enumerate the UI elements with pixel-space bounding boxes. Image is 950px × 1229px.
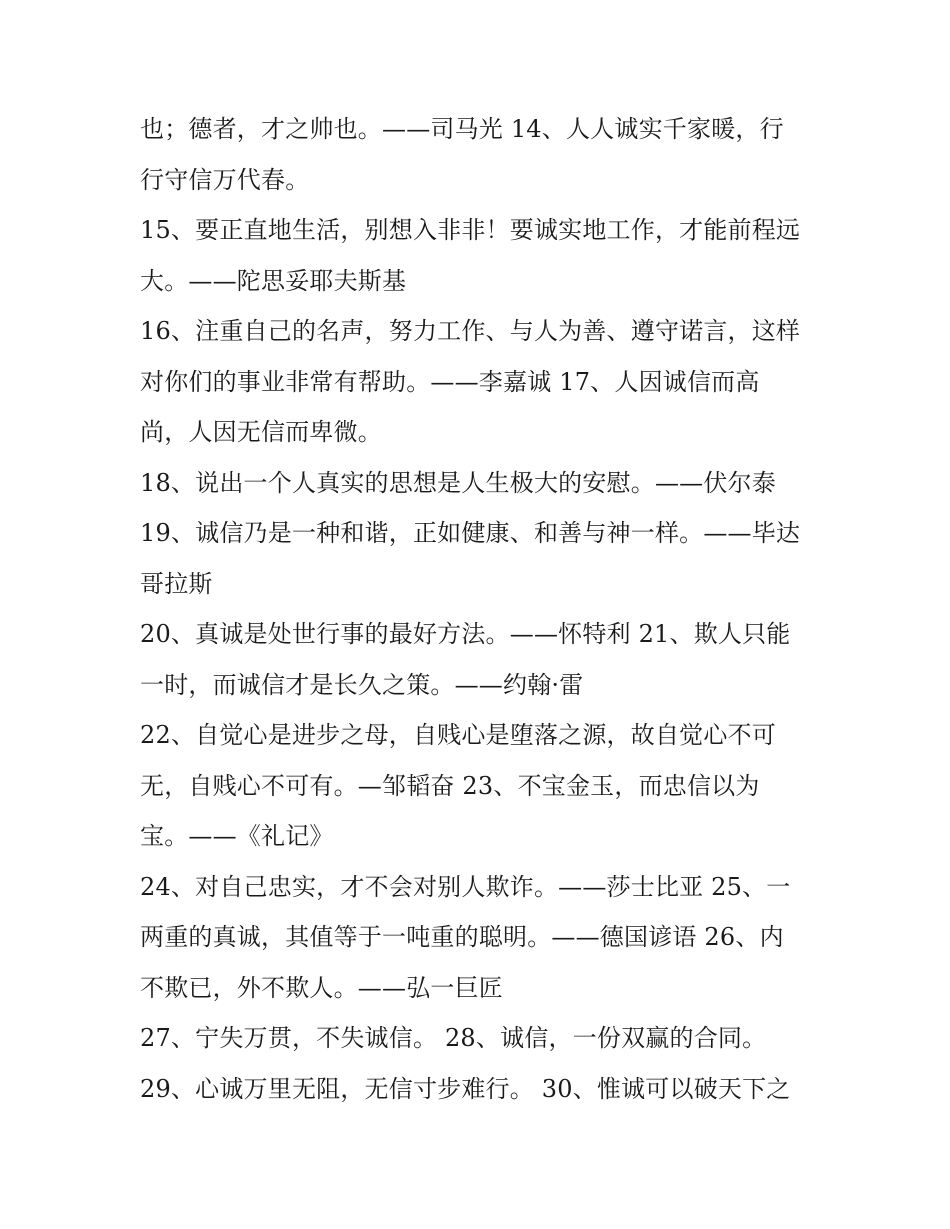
- text-line: 16、注重自己的名声，努力工作、与人为善、遵守诺言，这样: [140, 317, 801, 345]
- text-line: 20、真诚是处世行事的最好方法。——怀特利 21、欺人只能: [140, 620, 791, 648]
- text-line: 宝。——《礼记》: [140, 822, 334, 850]
- text-line: 29、心诚万里无阻，无信寸步难行。 30、惟诚可以破天下之: [140, 1074, 791, 1103]
- text-line: 27、宁失万贯，不失诚信。 28、诚信，一份双赢的合同。: [140, 1024, 767, 1052]
- text-line: 19、诚信乃是一种和谐，正如健康、和善与神一样。——毕达: [140, 519, 801, 547]
- text-line: 18、说出一个人真实的思想是人生极大的安慰。——伏尔泰: [140, 468, 776, 497]
- text-line: 15、要正直地生活，别想入非非！要诚实地工作，才能前程远: [140, 216, 801, 244]
- text-line: 22、自觉心是进步之母，自贱心是堕落之源，故自觉心不可: [140, 721, 776, 749]
- text-line: 不欺已，外不欺人。——弘一巨匠: [140, 973, 503, 1002]
- text-line: 大。——陀思妥耶夫斯基: [140, 266, 407, 295]
- body-text: [140, 104, 820, 1114]
- text-line: 一时，而诚信才是长久之策。——约翰·雷: [140, 670, 584, 699]
- text-line: 尚，人因无信而卑微。: [140, 418, 382, 446]
- text-line: 对你们的事业非常有帮助。——李嘉诚 17、人因诚信而高: [140, 367, 760, 396]
- text-line: 也；德者，才之帅也。——司马光 14、人人诚实千家暖，行: [140, 115, 784, 143]
- text-line: 哥拉斯: [140, 569, 213, 598]
- text-line: 24、对自己忠实，才不会对别人欺诈。——莎士比亚 25、一: [140, 872, 791, 901]
- text-line: 无，自贱心不可有。—邹韬奋 23、不宝金玉，而忠信以为: [140, 771, 760, 800]
- text-line: 行守信万代春。: [140, 165, 310, 194]
- text-line: 两重的真诚，其值等于一吨重的聪明。——德国谚语 26、内: [140, 923, 784, 951]
